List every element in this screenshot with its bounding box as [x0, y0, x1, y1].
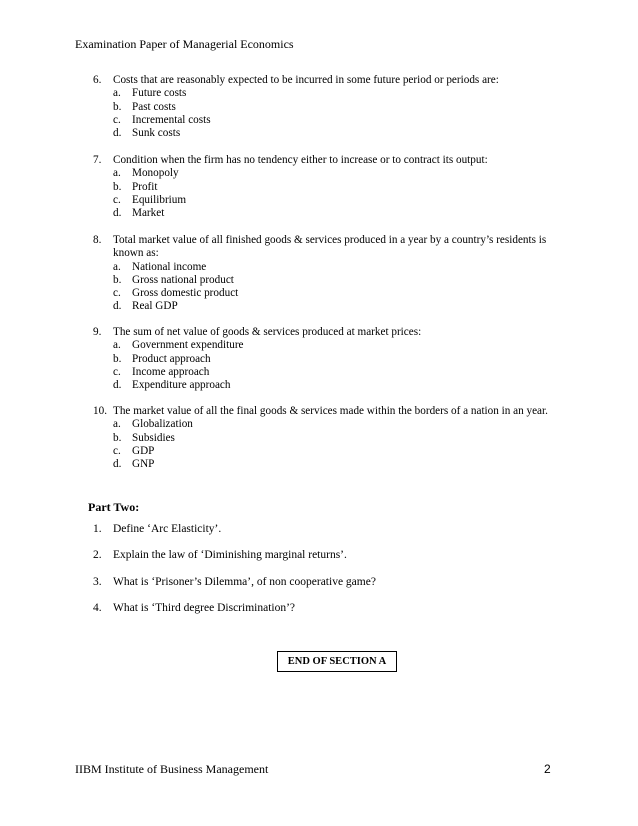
option-text: Government expenditure — [132, 339, 244, 352]
option-letter: a. — [113, 339, 121, 352]
question-8 — [93, 234, 573, 314]
option-text: National income — [132, 260, 207, 273]
option-text: Future costs — [132, 87, 187, 100]
item-text: What is ‘Third degree Discrimination’? — [113, 602, 296, 614]
option — [113, 300, 573, 313]
part-two-item — [93, 602, 295, 614]
option-letter: d. — [113, 127, 122, 140]
question-9 — [93, 326, 573, 392]
question-6 — [93, 74, 573, 140]
option-text: Product approach — [132, 352, 211, 365]
option-letter: a. — [113, 260, 121, 273]
option — [113, 167, 573, 180]
option-letter: d. — [113, 379, 122, 392]
option-text: Gross domestic product — [132, 287, 239, 300]
footer-institute: IIBM Institute of Business Management — [75, 762, 269, 776]
part-two-item — [93, 549, 347, 561]
part-two-title: Part Two: — [88, 500, 140, 514]
option-text: Equilibrium — [132, 193, 187, 206]
question-number: 9. — [93, 326, 102, 338]
option — [113, 366, 573, 379]
option-text: Globalization — [132, 418, 193, 431]
option-letter: b. — [113, 180, 122, 193]
option-text: Gross national product — [132, 273, 234, 286]
question-text: The sum of net value of goods & services produced at market prices: — [113, 326, 422, 338]
option — [113, 194, 573, 207]
option-text: Incremental costs — [132, 113, 211, 126]
question-text: Costs that are reasonably expected to be incurred in some future period or periods are: — [113, 74, 499, 86]
part-two-item — [93, 576, 376, 588]
option-letter: d. — [113, 300, 122, 313]
option-letter: b. — [113, 431, 122, 444]
option — [113, 339, 573, 352]
option-text: Monopoly — [132, 167, 179, 180]
option-letter: c. — [113, 193, 121, 206]
option — [113, 181, 573, 194]
item-number: 2. — [93, 549, 102, 561]
option — [113, 379, 573, 392]
option — [113, 261, 573, 274]
option-letter: c. — [113, 444, 121, 457]
option-letter: b. — [113, 100, 122, 113]
option-text: Subsidies — [132, 431, 175, 444]
question-10 — [93, 405, 573, 471]
end-of-section-box — [277, 651, 397, 672]
option-text: Market — [132, 207, 165, 220]
option-letter: c. — [113, 365, 121, 378]
question-number: 6. — [93, 74, 102, 86]
option-text: GNP — [132, 458, 155, 471]
question-7 — [93, 154, 573, 220]
option — [113, 418, 573, 431]
option — [113, 432, 573, 445]
option — [113, 274, 573, 287]
option — [113, 287, 573, 300]
item-text: What is ‘Prisoner’s Dilemma’, of non cooperative game? — [113, 576, 376, 588]
question-number: 10. — [93, 405, 107, 417]
option — [113, 353, 573, 366]
option-text: Real GDP — [132, 300, 178, 313]
item-number: 4. — [93, 602, 102, 614]
option — [113, 101, 573, 114]
option — [113, 458, 573, 471]
question-text: Total market value of all finished goods & services produced in a year by a country’s residents is known as: — [113, 234, 547, 260]
question-number: 8. — [93, 234, 102, 246]
option-letter: a. — [113, 167, 121, 180]
page-header: Examination Paper of Managerial Economics — [75, 37, 294, 51]
option-letter: c. — [113, 113, 121, 126]
option-text: GDP — [132, 444, 155, 457]
question-text: Condition when the firm has no tendency either to increase or to contract its output: — [113, 154, 488, 166]
end-of-section-label: END OF SECTION A — [287, 656, 387, 667]
option-letter: b. — [113, 273, 122, 286]
page-number: 2 — [544, 762, 551, 776]
item-text: Explain the law of ‘Diminishing marginal returns’. — [113, 549, 347, 561]
option-letter: b. — [113, 352, 122, 365]
item-text: Define ‘Arc Elasticity’. — [113, 523, 222, 535]
option-letter: d. — [113, 207, 122, 220]
part-two-item — [93, 523, 221, 535]
option-text: Sunk costs — [132, 127, 181, 140]
option-letter: a. — [113, 418, 121, 431]
option — [113, 87, 573, 100]
option-letter: a. — [113, 87, 121, 100]
option-text: Income approach — [132, 365, 210, 378]
option — [113, 114, 573, 127]
item-number: 1. — [93, 523, 102, 535]
option-text: Profit — [132, 180, 158, 193]
question-number: 7. — [93, 154, 102, 166]
option-letter: c. — [113, 287, 121, 300]
option-letter: d. — [113, 458, 122, 471]
option — [113, 207, 573, 220]
option-text: Expenditure approach — [132, 379, 231, 392]
option — [113, 445, 573, 458]
item-number: 3. — [93, 576, 102, 588]
question-text: The market value of all the final goods & services made within the borders of a nation in an year. — [113, 405, 548, 417]
option-text: Past costs — [132, 100, 176, 113]
option — [113, 127, 573, 140]
